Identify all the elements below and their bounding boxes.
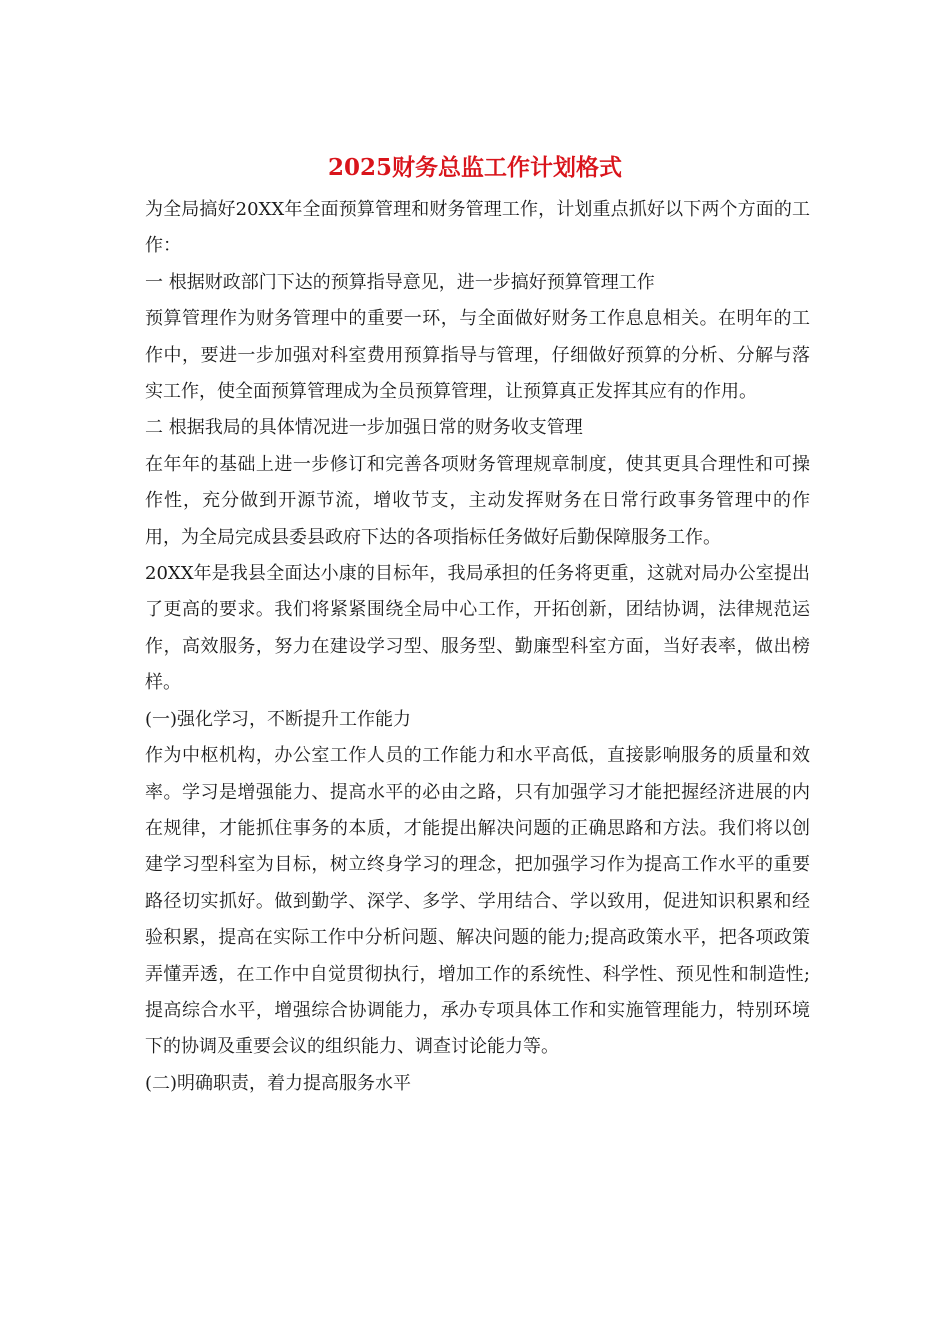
section-paragraph: 预算管理作为财务管理中的重要一环，与全面做好财务工作息息相关。在明年的工作中，要进一步加强对科室费用预算指导与管理，仔细做好预算的分析、分解与落实工作，使全面预算管理成为全员预算管理，让预算真正发挥其应有的作用。 <box>145 308 810 403</box>
section-paragraph: 20XX年是我县全面达小康的目标年，我局承担的任务将更重，这就对局办公室提出了更高的要求。我们将紧紧围绕全局中心工作，开拓创新，团结协调，法律规范运作，高效服务，努力在建设学习型、服务型、勤廉型科室方面，当好表率，做出榜样。 <box>145 563 810 694</box>
document-title: 2025财务总监工作计划格式 <box>327 154 622 181</box>
section-paragraph: 作为中枢机构，办公室工作人员的工作能力和水平高低，直接影响服务的质量和效率。学习是增强能力、提高水平的必由之路，只有加强学习才能把握经济进展的内在规律，才能抓住事务的本质，才能提出解决问题的正确思路和方法。我们将以创建学习型科室为目标，树立终身学习的理念，把加强学习作为提高工作水平的重要路径切实抓好。做到勤学、深学、多学、学用结合、学以致用，促进知识积累和经验积累，提高在实际工作中分析问题、解决问题的能力;提高政策水平，把各项政策弄懂弄透，在工作中自觉贯彻执行，增加工作的系统性、科学性、预见性和制造性;提高综合水平，增强综合协调能力，承办专项具体工作和实施管理能力，特别环境下的协调及重要会议的组织能力、调查讨论能力等。 <box>145 745 810 1058</box>
subsection-heading-1: (一)强化学习，不断提升工作能力 <box>145 708 412 730</box>
subsection-heading-2: (二)明确职责，着力提高服务水平 <box>145 1072 412 1094</box>
intro-paragraph: 为全局搞好20XX年全面预算管理和财务管理工作，计划重点抓好以下两个方面的工作： <box>145 199 810 257</box>
document-body <box>145 192 810 1102</box>
section-paragraph: 在年年的基础上进一步修订和完善各项财务管理规章制度，使其更具合理性和可操作性，充分做到开源节流，增收节支，主动发挥财务在日常行政事务管理中的作用，为全局完成县委县政府下达的各项指标任务做好后勤保障服务工作。 <box>145 453 810 548</box>
section-heading-2: 二 根据我局的具体情况进一步加强日常的财务收支管理 <box>145 417 583 439</box>
section-heading-1: 一 根据财政部门下达的预算指导意见，进一步搞好预算管理工作 <box>145 271 655 293</box>
